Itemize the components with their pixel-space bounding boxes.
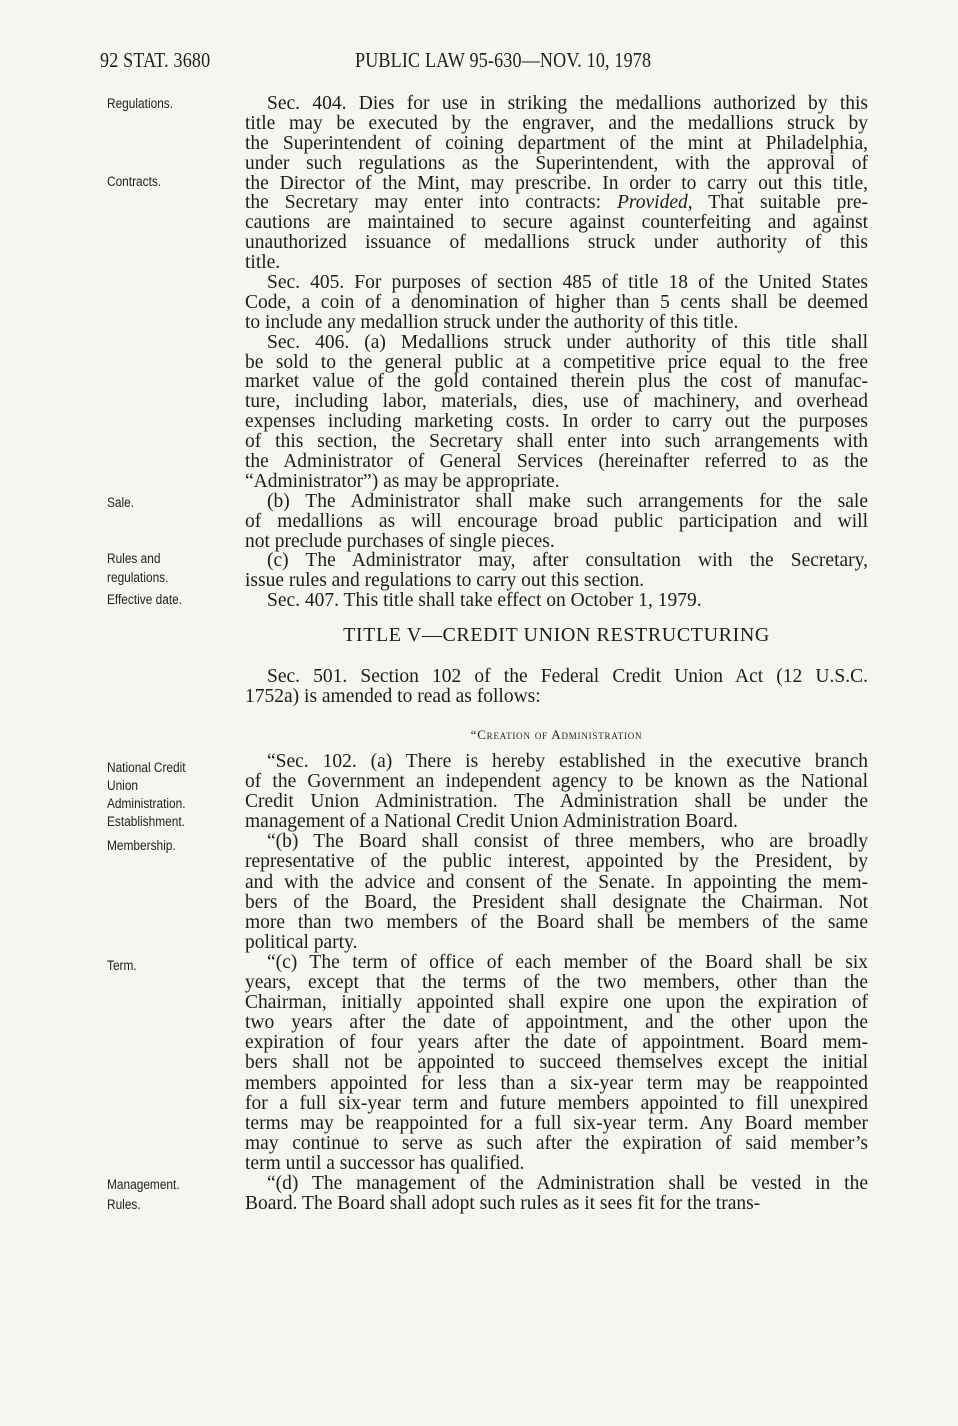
text-line: the Administrator of General Services (hereinafter referred to as the [245, 451, 868, 473]
text-line: representative of the public interest, appointed by the President, by [245, 851, 868, 873]
text-line: two years after the date of appointment, and the other upon the [245, 1012, 868, 1034]
text-line: be sold to the general public at a competitive price equal to the free [245, 351, 868, 373]
text-line: terms may be reappointed for a full six-year term. Any Board member [245, 1112, 868, 1134]
text-line: “Sec. 102. (a) There is hereby established in the executive branch [267, 751, 868, 772]
margin-note: Administration. [107, 796, 186, 811]
text-line: title. [245, 252, 281, 274]
text-line: ture, including labor, materials, dies, use of machinery, and overhead [245, 391, 868, 413]
text-line: of medallions as will encourage broad public participation and will [245, 510, 868, 532]
text-line: (c) The Administrator may, after consultation with the Secretary, [267, 550, 868, 572]
text-line: and with the advice and consent of the Senate. In appointing the mem- [245, 871, 868, 893]
text-line: “(c) The term of office of each member of the Board shall be six [267, 951, 868, 973]
margin-note: Union [107, 778, 139, 793]
text-line: the Secretary may enter into contracts: Provided, That suitable pre- [245, 192, 868, 214]
text-line: expenses including marketing costs. In order to carry out the purposes [245, 411, 868, 433]
margin-note: Rules and [107, 551, 161, 566]
sections-404-407 [245, 94, 868, 611]
text-line: the Director of the Mint, may prescribe. In order to carry out this title, [245, 172, 868, 194]
text-line: Sec. 405. For purposes of section 485 of title 18 of the United States [267, 272, 868, 294]
text-line: of the Government an independent agency to be known as the National [245, 771, 868, 793]
title-v-heading: TITLE V—CREDIT UNION RESTRUCTURING [343, 624, 770, 646]
margin-note: Establishment. [107, 814, 185, 829]
text-line: of this section, the Secretary shall enter into such arrangements with [245, 431, 868, 453]
margin-note: National Credit [107, 760, 186, 775]
text-line: “(d) The management of the Administration shall be vested in the [267, 1172, 868, 1194]
text-line: issue rules and regulations to carry out this section. [245, 570, 645, 592]
text-line: management of a National Credit Union Administration Board. [245, 811, 738, 833]
margin-note: Sale. [107, 495, 135, 510]
text-line: years, except that the terms of the two members, other than the [245, 972, 868, 994]
section-102-text [245, 752, 868, 1214]
text-line: Code, a coin of a denomination of higher than 5 cents shall be deemed [245, 291, 868, 313]
text-line: Chairman, initially appointed shall expire one upon the expiration of [245, 992, 868, 1014]
text-line: Credit Union Administration. The Administration shall be under the [245, 791, 868, 813]
text-line: “(b) The Board shall consist of three members, who are broadly [267, 831, 868, 853]
margin-note: regulations. [107, 570, 169, 585]
creation-heading: “Creation of Administration [470, 727, 643, 742]
text-line: cautions are maintained to secure against counterfeiting and against [245, 212, 868, 234]
margin-note: Membership. [107, 838, 176, 853]
text-line: Sec. 501. Section 102 of the Federal Credit Union Act (12 U.S.C. [267, 666, 868, 687]
text-line: 1752a) is amended to read as follows: [245, 685, 541, 707]
text-line: bers of the Board, the President shall designate the Chairman. Not [245, 891, 868, 913]
running-header: PUBLIC LAW 95-630—NOV. 10, 1978 [355, 48, 652, 72]
margin-note: Regulations. [107, 96, 174, 111]
text-line: may continue to serve as such after the expiration of said member’s [245, 1132, 868, 1154]
text-line: not preclude purchases of single pieces. [245, 530, 555, 552]
text-line: term until a successor has qualified. [245, 1152, 525, 1174]
margin-note: Rules. [107, 1197, 141, 1212]
margin-note: Contracts. [107, 174, 162, 189]
text-line: under such regulations as the Superintendent, with the approval of [245, 152, 868, 174]
text-line: Sec. 406. (a) Medallions struck under authority of this title shall [267, 331, 868, 353]
text-line: unauthorized issuance of medallions struck under authority of this [245, 232, 868, 254]
text-line: bers shall not be appointed to succeed themselves except the initial [245, 1052, 868, 1074]
margin-note: Effective date. [107, 592, 183, 607]
text-line: for a full six-year term and future members appointed to fill unexpired [245, 1092, 868, 1114]
text-line: Board. The Board shall adopt such rules as it sees fit for the trans- [245, 1193, 761, 1215]
text-line: political party. [245, 931, 358, 953]
text-line: to include any medallion struck under the authority of this title. [245, 311, 739, 333]
text-line: more than two members of the Board shall be members of the same [245, 911, 868, 933]
text-line: market value of the gold contained therein plus the cost of manufac- [245, 371, 868, 393]
text-line: members appointed for less than a six-year term may be reappointed [245, 1072, 868, 1094]
margin-note: Term. [107, 958, 137, 973]
text-line: Sec. 407. This title shall take effect on October 1, 1979. [267, 590, 702, 612]
page-stat-number: 92 STAT. 3680 [100, 48, 211, 72]
text-line: Sec. 404. Dies for use in striking the medallions authorized by this [267, 93, 868, 114]
margin-note: Management. [107, 1177, 180, 1192]
text-line: “Administrator”) as may be appropriate. [245, 470, 560, 492]
text-line: (b) The Administrator shall make such arrangements for the sale [267, 490, 868, 512]
text-line: title may be executed by the engraver, and the medallions struck by [245, 112, 868, 134]
section-501 [245, 667, 868, 707]
text-line: the Superintendent of coining department of the mint at Philadelphia, [245, 132, 868, 154]
text-line: expiration of four years after the date of appointment. Board mem- [245, 1032, 868, 1054]
